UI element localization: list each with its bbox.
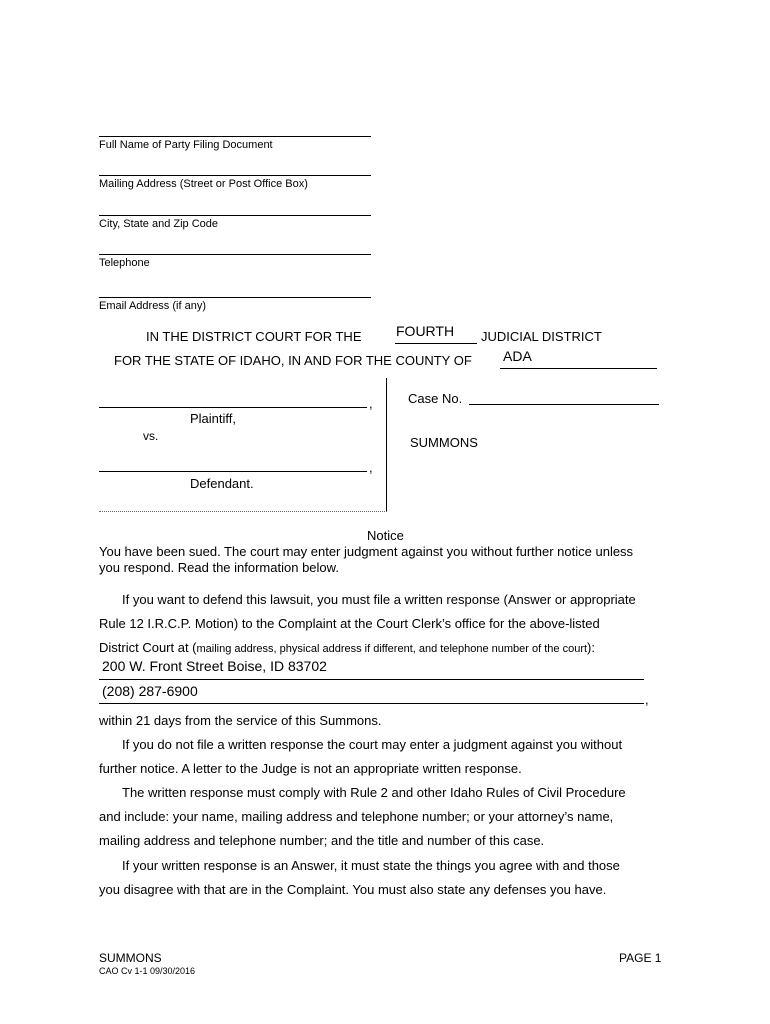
footer-title: SUMMONS — [99, 951, 162, 965]
full-name-label: Full Name of Party Filing Document — [99, 139, 273, 151]
district-field[interactable]: FOURTH — [396, 323, 455, 339]
court-line-1-suffix: JUDICIAL DISTRICT — [481, 329, 602, 344]
county-field-line — [500, 368, 657, 369]
footer-page-number: PAGE 1 — [619, 951, 662, 965]
notice-line-1: You have been sued. The court may enter judgment against you without further notice unless — [99, 544, 634, 559]
court-line-2-prefix: FOR THE STATE OF IDAHO, IN AND FOR THE COUNTY OF — [114, 353, 472, 368]
plaintiff-label: Plaintiff, — [190, 411, 237, 426]
footer-form-id: CAO Cv 1-1 09/30/2016 — [99, 966, 196, 976]
paragraph-4-line-1: If your written response is an Answer, it must state the things you agree with and those — [122, 858, 620, 873]
document-title: SUMMONS — [410, 435, 478, 450]
within-21-days: within 21 days from the service of this Summons. — [99, 713, 382, 728]
court-phone-comma: , — [645, 692, 649, 707]
paragraph-2-line-2: further notice. A letter to the Judge is not an appropriate written response. — [99, 761, 522, 776]
full-name-line[interactable] — [99, 136, 371, 137]
city-state-zip-line[interactable] — [99, 215, 371, 216]
plaintiff-comma: , — [369, 396, 373, 411]
court-phone-field[interactable]: (208) 287-6900 — [102, 683, 198, 699]
paragraph-2-line-1: If you do not file a written response the court may enter a judgment against you without — [122, 737, 623, 752]
plaintiff-name-line[interactable] — [99, 407, 367, 408]
case-number-field[interactable] — [469, 404, 659, 405]
court-phone-line — [99, 703, 644, 704]
defendant-name-line[interactable] — [99, 471, 367, 472]
caption-divider — [386, 378, 387, 511]
court-address-line — [99, 679, 644, 680]
paragraph-1-line-3-main: District Court at ( — [99, 640, 197, 655]
notice-line-2: you respond. Read the information below. — [99, 560, 339, 575]
paragraph-4-line-2: you disagree with that are in the Complaint. You must also state any defenses you have. — [99, 882, 607, 897]
telephone-line[interactable] — [99, 254, 371, 255]
paragraph-3-line-1: The written response must comply with Rule 2 and other Idaho Rules of Civil Procedure — [122, 785, 626, 800]
notice-heading: Notice — [367, 528, 404, 543]
paragraph-3-line-3: mailing address and telephone number; and the title and number of this case. — [99, 833, 545, 848]
paragraph-1-line-1: If you want to defend this lawsuit, you must file a written response (Answer or appropriate — [122, 592, 636, 607]
mailing-address-label: Mailing Address (Street or Post Office Box) — [99, 178, 308, 190]
versus-label: vs. — [143, 429, 159, 443]
paragraph-1-line-3 — [99, 640, 595, 655]
court-address-field[interactable]: 200 W. Front Street Boise, ID 83702 — [102, 658, 327, 674]
paragraph-1-line-2: Rule 12 I.R.C.P. Motion) to the Complaint at the Court Clerk’s office for the above-listed — [99, 616, 600, 631]
district-field-line — [395, 343, 477, 344]
defendant-label: Defendant. — [190, 476, 254, 491]
paragraph-1-line-3-detail: mailing address, physical address if different, and telephone number of the court — [196, 643, 588, 655]
court-line-1-prefix: IN THE DISTRICT COURT FOR THE — [146, 329, 362, 344]
mailing-address-line[interactable] — [99, 175, 371, 176]
email-label: Email Address (if any) — [99, 300, 206, 312]
county-field[interactable]: ADA — [503, 348, 532, 364]
paragraph-3-line-2: and include: your name, mailing address and telephone number; or your attorney’s name, — [99, 809, 614, 824]
telephone-label: Telephone — [99, 257, 150, 269]
email-line[interactable] — [99, 297, 371, 298]
defendant-comma: , — [369, 460, 373, 475]
caption-bottom-rule — [99, 511, 387, 512]
case-number-label: Case No. — [408, 391, 463, 406]
city-state-zip-label: City, State and Zip Code — [99, 218, 219, 230]
paragraph-1-line-3-end: ): — [587, 640, 595, 655]
